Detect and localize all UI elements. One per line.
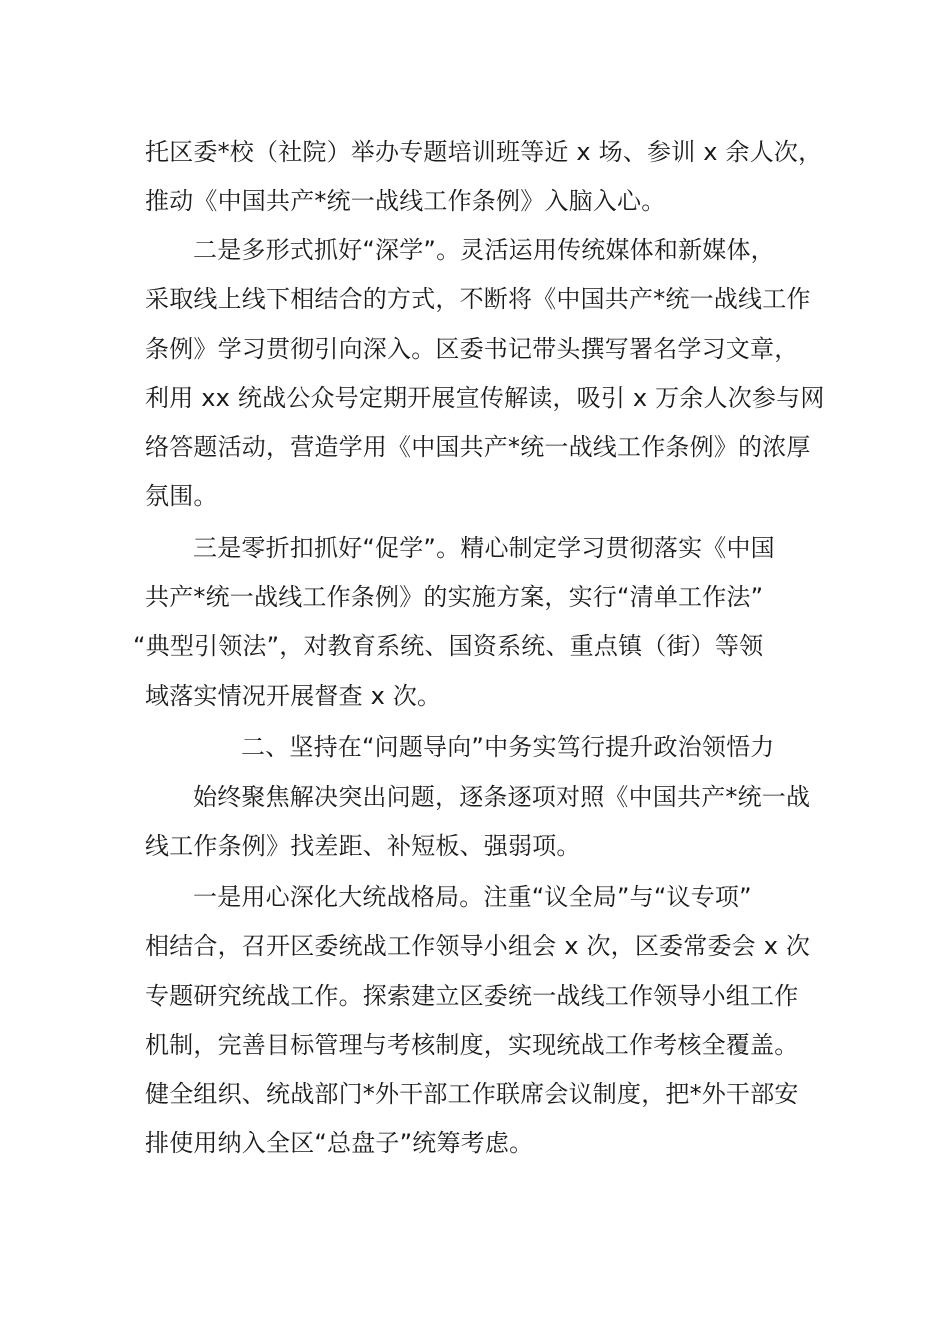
text-line: 采取线上线下相结合的方式，不断将《中国共产*统一战线工作 <box>145 285 811 313</box>
text-line: 域落实情况开展督查 x 次。 <box>145 682 442 710</box>
text-line: 条例》学习贯彻引向深入。区委书记带头撰写署名学习文章， <box>145 335 799 363</box>
paragraph-first-line: 一是用心深化大统战格局。注重“议全局”与“议专项” <box>193 883 752 911</box>
text-line: 络答题活动，营造学用《中国共产*统一战线工作条例》的浓厚 <box>145 433 811 461</box>
text-line: 共产*统一战线工作条例》的实施方案，实行“清单工作法” <box>145 583 764 611</box>
paragraph-first-line: 三是零折扣抓好“促学”。精心制定学习贯彻落实《中国 <box>193 534 775 562</box>
text-line: 机制，完善目标管理与考核制度，实现统战工作考核全覆盖。 <box>145 1031 799 1059</box>
text-line: “典型引领法”，对教育系统、国资系统、重点镇（街）等领 <box>133 632 764 660</box>
paragraph-first-line: 始终聚焦解决突出问题，逐条逐项对照《中国共产*统一战 <box>193 783 811 811</box>
text-line: 专题研究统战工作。探索建立区委统一战线工作领导小组工作 <box>145 982 799 1010</box>
text-line: 健全组织、统战部门*外干部工作联席会议制度，把*外干部安 <box>145 1080 799 1108</box>
text-line: 托区委*校（社院）举办专题培训班等近 x 场、参训 x 余人次， <box>145 138 823 166</box>
paragraph-first-line: 二是多形式抓好“深学”。灵活运用传统媒体和新媒体， <box>193 236 775 264</box>
text-line: 排使用纳入全区“总盘子”统筹考虑。 <box>145 1129 534 1157</box>
section-heading: 二、坚持在“问题导向”中务实笃行提升政治领悟力 <box>241 733 775 761</box>
text-line: 线工作条例》找差距、补短板、强弱项。 <box>145 832 581 860</box>
text-line: 推动《中国共产*统一战线工作条例》入脑入心。 <box>145 187 666 215</box>
text-line: 相结合，召开区委统战工作领导小组会 x 次，区委常委会 x 次 <box>145 932 811 960</box>
text-line: 氛围。 <box>145 482 218 510</box>
text-line: 利用 xx 统战公众号定期开展宣传解读，吸引 x 万余人次参与网 <box>145 384 825 412</box>
